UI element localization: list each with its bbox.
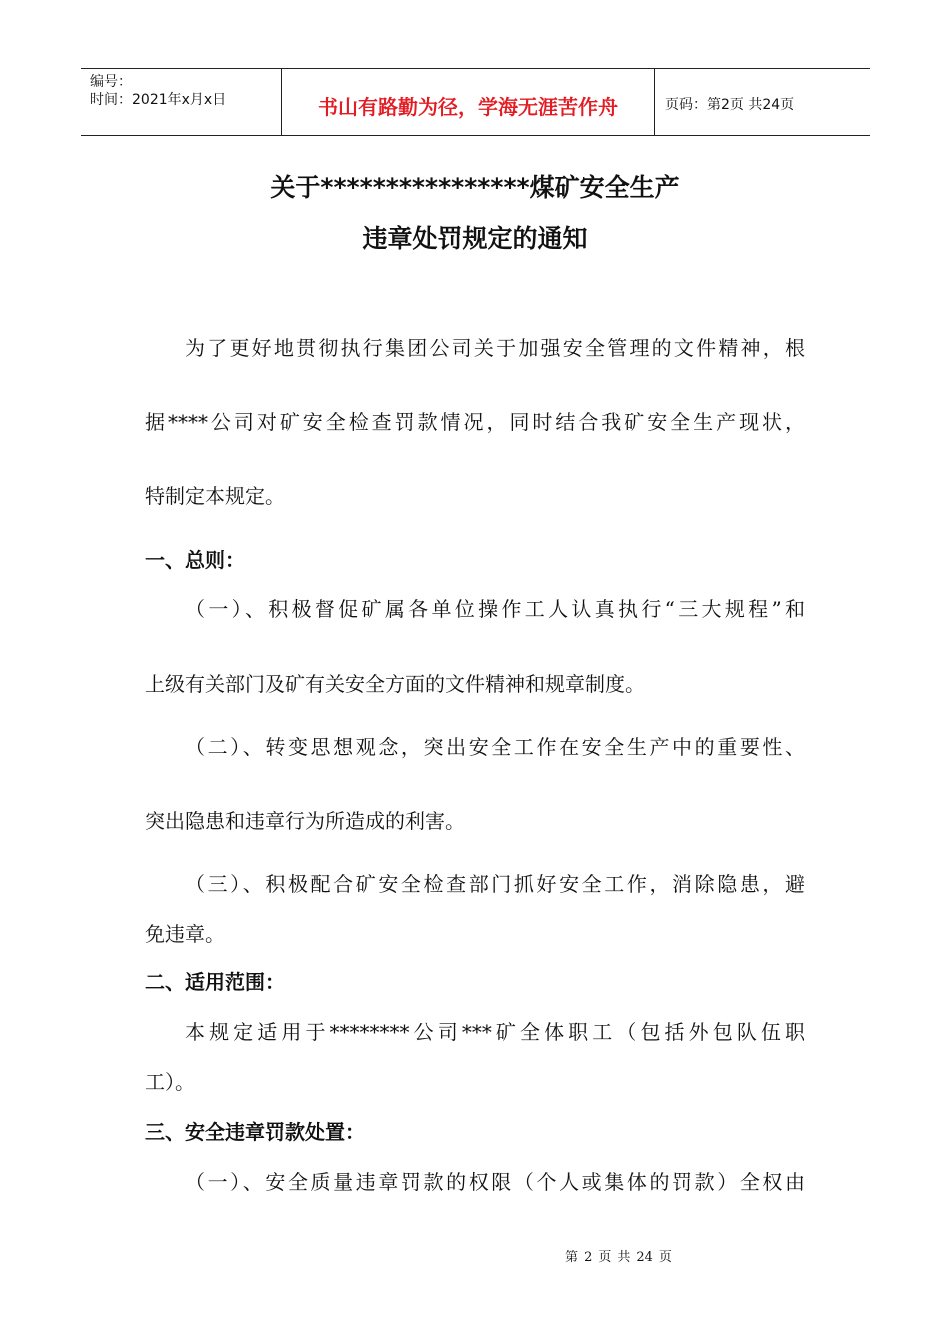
intro-line-3: 特制定本规定。 — [145, 484, 285, 508]
section-3-item-1-line-1: （一）、安全质量违章罚款的权限（个人或集体的罚款）全权由 — [185, 1170, 805, 1194]
footer-di: 第 — [565, 1250, 579, 1265]
page-footer — [0, 1246, 950, 1265]
section-1-item-1-line-2: 上级有关部门及矿有关安全方面的文件精神和规章制度。 — [145, 672, 645, 696]
section-1-item-3-line-2: 免违章。 — [145, 922, 225, 946]
section-2-heading: 二、适用范围： — [145, 970, 285, 994]
footer-total-pages: 24 — [636, 1250, 653, 1265]
document-title-line1: 关于****************煤矿安全生产 — [270, 173, 680, 202]
intro-line-1: 为了更好地贯彻执行集团公司关于加强安全管理的文件精神，根 — [185, 336, 805, 360]
section-1-item-3-line-1: （三）、积极配合矿安全检查部门抓好安全工作，消除隐患，避 — [185, 872, 805, 896]
header-divider-right — [654, 69, 655, 136]
section-1-item-2-line-1: （二）、转变思想观念，突出安全工作在安全生产中的重要性、 — [185, 735, 805, 759]
header-motto: 书山有路勤为径，学海无涯苦作舟 — [318, 95, 618, 119]
section-1-heading: 一、总则： — [145, 548, 245, 572]
footer-gong: 共 — [617, 1250, 631, 1265]
header-page-info: 页码：第2页 共24页 — [665, 97, 795, 113]
intro-line-2: 据****公司对矿安全检查罚款情况，同时结合我矿安全生产现状， — [145, 410, 805, 434]
section-1-item-1-line-1: （一）、积极督促矿属各单位操作工人认真执行“三大规程”和 — [185, 597, 805, 621]
footer-ye-2: 页 — [658, 1250, 672, 1265]
footer-page-number: 2 — [584, 1250, 593, 1265]
header-meta — [90, 73, 226, 109]
section-2-text-line-2: 工）。 — [145, 1070, 195, 1094]
section-2-text-line-1: 本规定适用于********公司***矿全体职工（包括外包队伍职 — [185, 1020, 805, 1044]
time-label: 时间：2021年x月x日 — [90, 92, 227, 108]
document-title-line2: 违章处罚规定的通知 — [362, 224, 588, 253]
section-3-heading: 三、安全违章罚款处置： — [145, 1120, 365, 1144]
number-label: 编号： — [90, 74, 132, 90]
section-1-item-2-line-2: 突出隐患和违章行为所造成的利害。 — [145, 809, 465, 833]
document-header — [81, 68, 870, 136]
footer-ye: 页 — [598, 1250, 612, 1265]
